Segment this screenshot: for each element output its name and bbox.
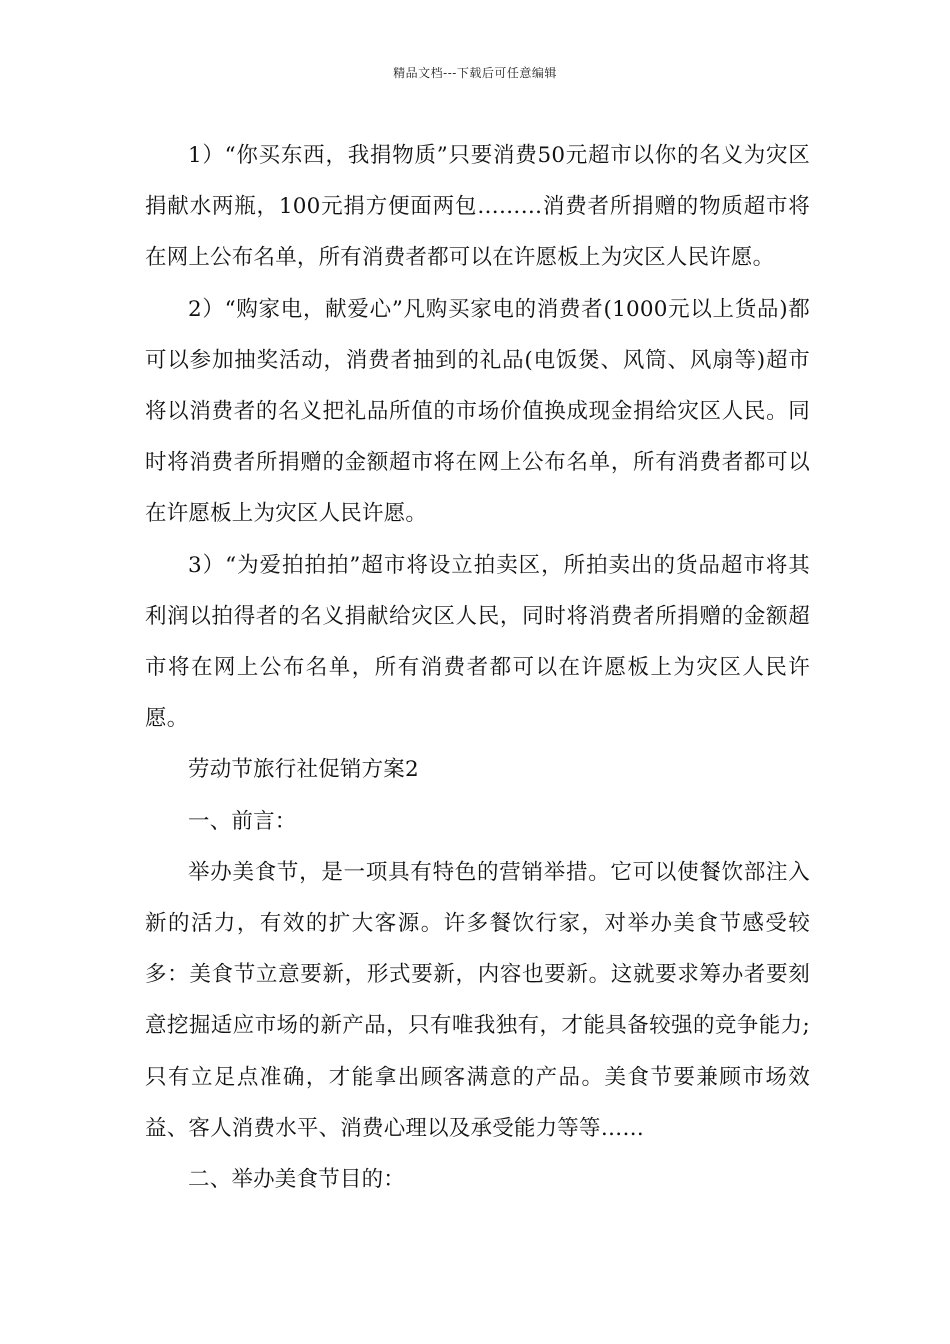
paragraph-food-festival-intro: 举办美食节，是一项具有特色的营销举措。它可以使餐饮部注入新的活力，有效的扩大客源。许多餐饮行家，对举办美食节感受较多：美食节立意要新，形式要新，内容也要新。这就要求筹办者要刻意挖掘适应市场的新产品，只有唯我独有，才能具备较强的竞争能力;只有立足点准确，才能拿出顾客满意的产品。美食节要兼顾市场效益、客人消费水平、消费心理以及承受能力等等…… — [145, 859, 810, 1141]
document-body — [145, 130, 810, 1205]
section-title-plan-2: 劳动节旅行社促销方案2 — [188, 757, 419, 783]
page-header: 精品文档---下载后可任意编辑 — [393, 66, 557, 80]
section-heading-purpose: 二、举办美食节目的： — [188, 1167, 406, 1193]
paragraph-appliance-lottery: 2）“购家电，献爱心”凡购买家电的消费者(1000元以上货品)都可以参加抽奖活动，消费者抽到的礼品(电饭煲、风筒、风扇等)超市将以消费者的名义把礼品所值的市场价值换成现金捐给灾区人民。同时将消费者所捐赠的金额超市将在网上公布名单，所有消费者都可以在许愿板上为灾区人民许愿。 — [145, 296, 810, 527]
paragraph-donation-goods: 1）“你买东西，我捐物质”只要消费50元超市以你的名义为灾区捐献水两瓶，100元捐方便面两包………消费者所捐赠的物质超市将在网上公布名单，所有消费者都可以在许愿板上为灾区人民许愿。 — [145, 143, 810, 271]
paragraph-auction: 3）“为爱拍拍拍”超市将设立拍卖区，所拍卖出的货品超市将其利润以拍得者的名义捐献给灾区人民，同时将消费者所捐赠的金额超市将在网上公布名单，所有消费者都可以在许愿板上为灾区人民许愿。 — [145, 552, 810, 732]
section-heading-preface: 一、前言： — [188, 808, 297, 834]
